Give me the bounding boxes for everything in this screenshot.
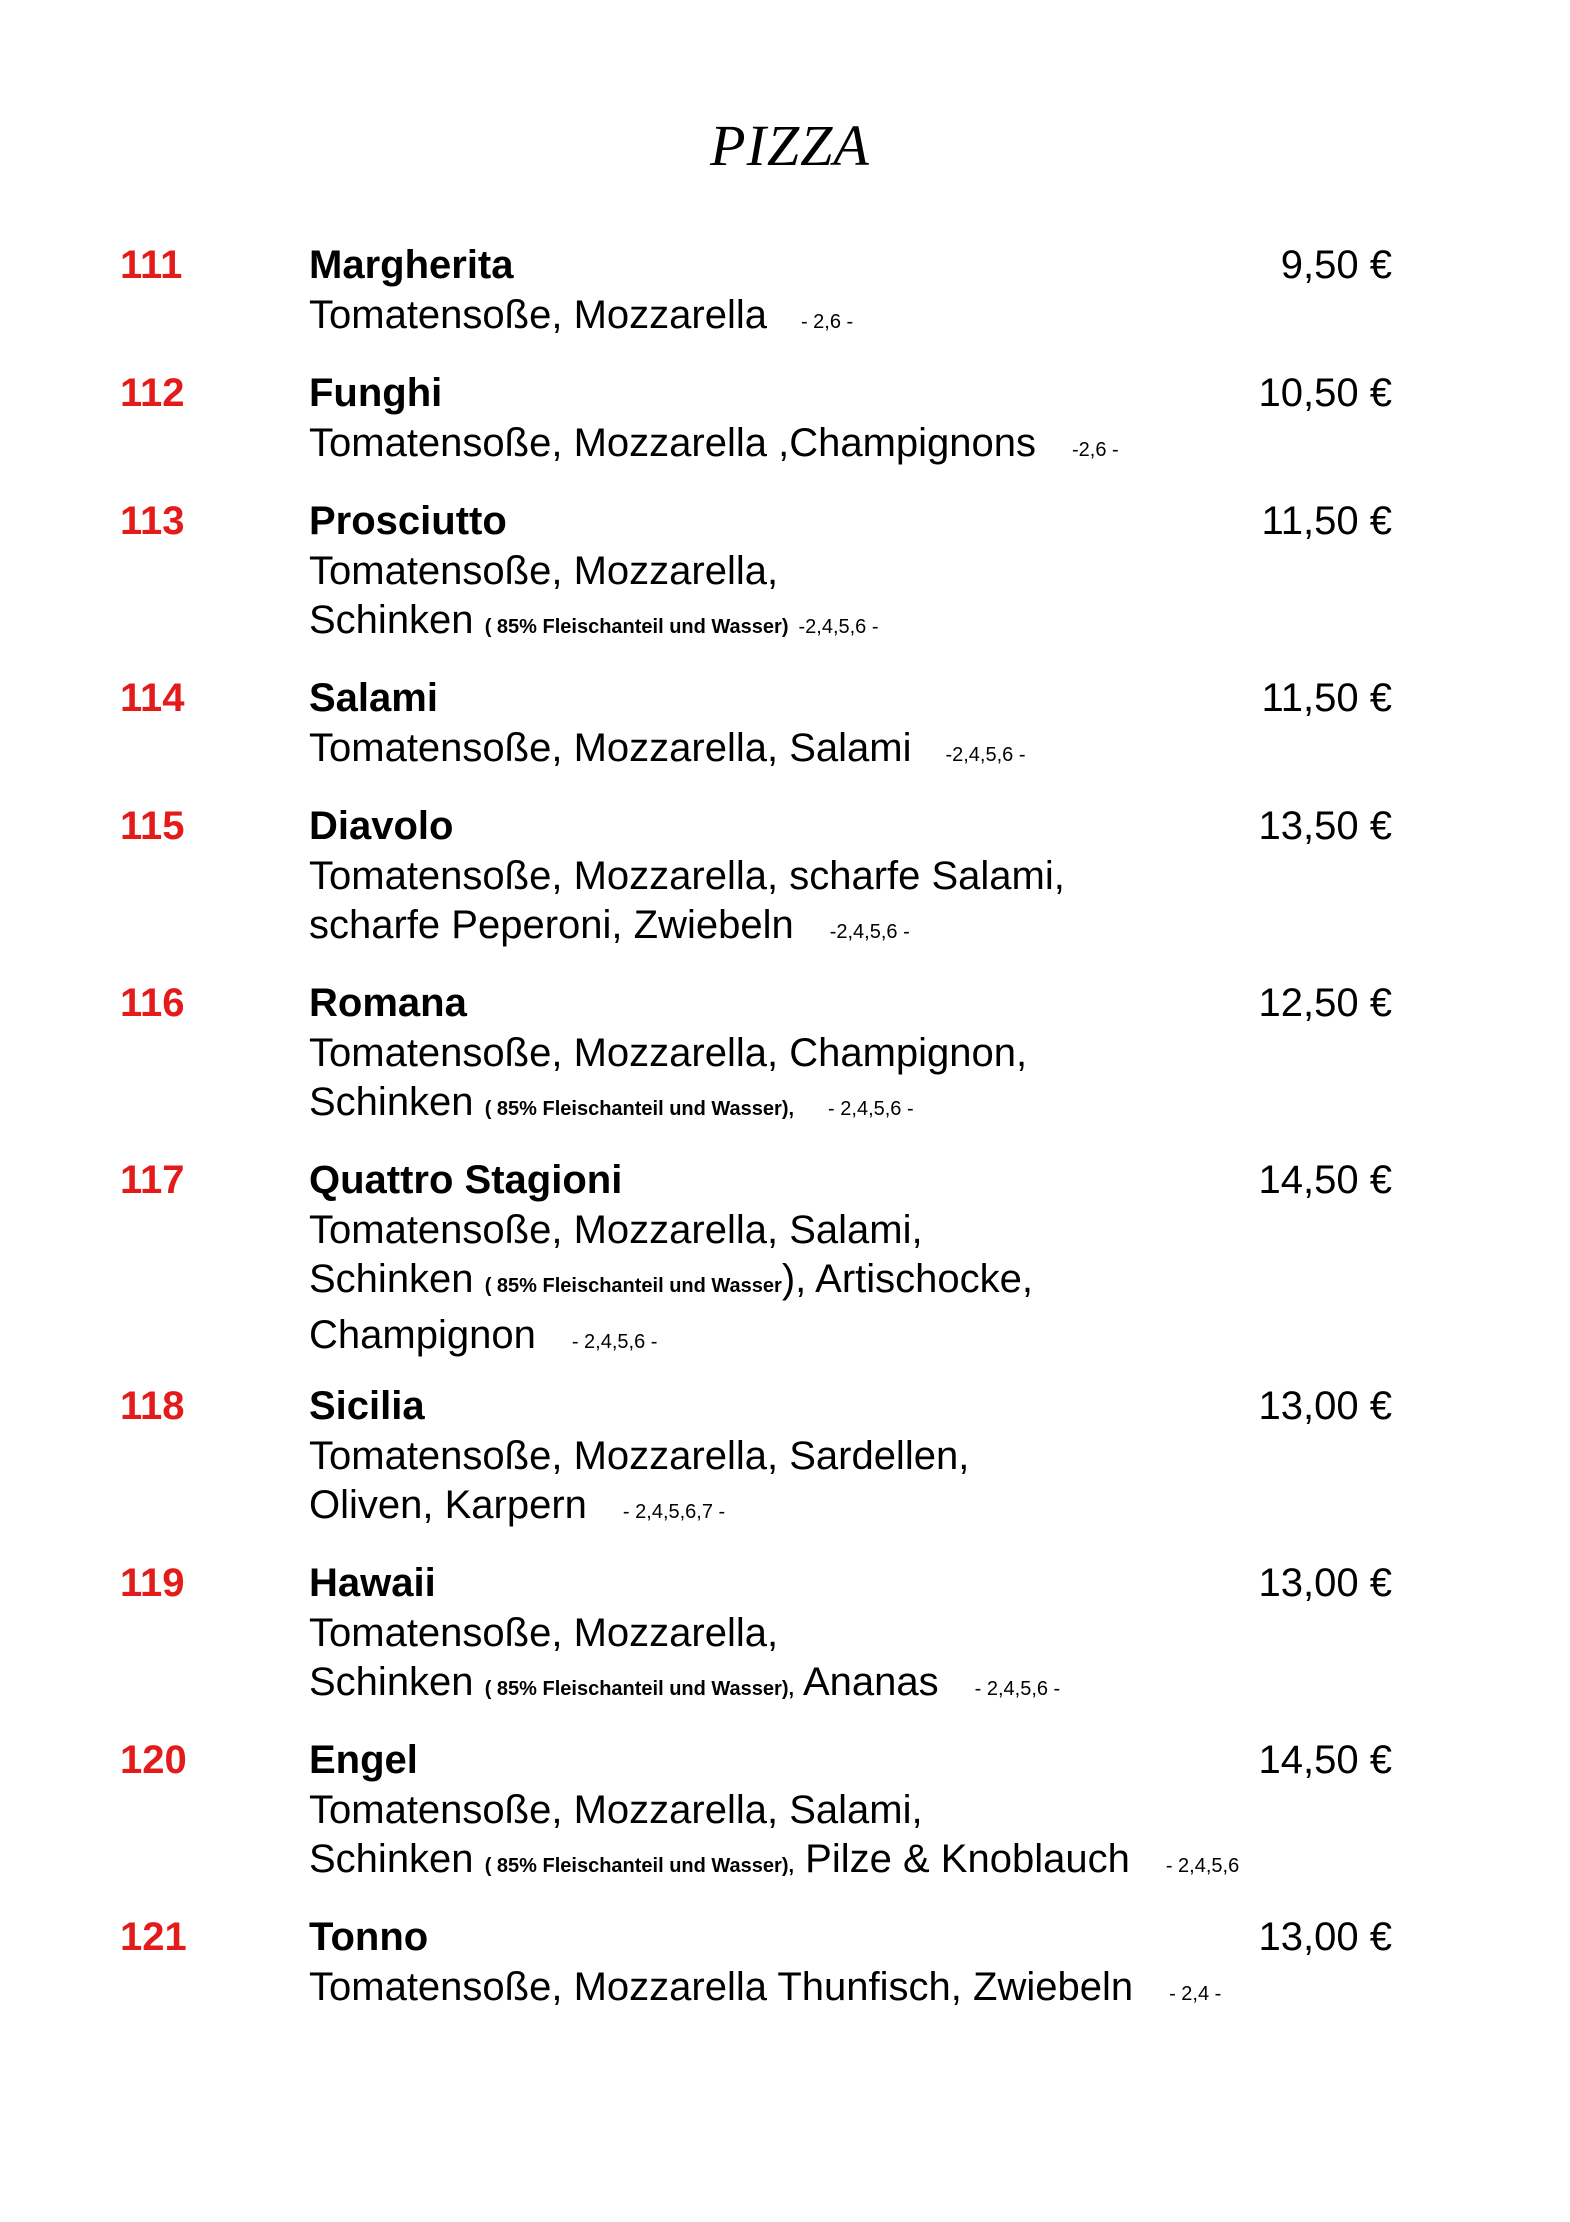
meat-content-note: ( 85% Fleischanteil und Wasser) [484, 616, 789, 638]
meat-content-note: ( 85% Fleischanteil und Wasser), [484, 1098, 795, 1120]
item-price: 11,50 € [1261, 676, 1392, 720]
additive-codes: - 2,4 - [1169, 1983, 1222, 2005]
additive-codes: - 2,4,5,6 [1165, 1855, 1240, 1877]
item-name: Funghi [309, 371, 443, 415]
additive-codes: -2,4,5,6 - [798, 616, 879, 638]
item-description: Tomatensoße, Mozzarella, Schinken ( 85% Fleischanteil und Wasser) -2,4,5,6 - [309, 549, 879, 642]
meat-content-note: ( 85% Fleischanteil und Wasser [484, 1275, 782, 1297]
item-name: Romana [309, 981, 467, 1025]
additive-codes: - 2,4,5,6 - [974, 1678, 1061, 1700]
item-name: Engel [309, 1738, 418, 1782]
additive-codes: -2,6 - [1072, 439, 1119, 461]
item-price: 10,50 € [1258, 371, 1392, 415]
item-description: Tomatensoße, Mozzarella, Salami, Schinken ( 85% Fleischanteil und Wasser), Pilze & Knoblauch - 2,4,5,6 [309, 1788, 1240, 1881]
item-description: Tomatensoße, Mozzarella Thunfisch, Zwiebeln - 2,4 - [309, 1965, 1222, 2009]
item-name: Prosciutto [309, 499, 507, 543]
item-price: 14,50 € [1258, 1158, 1392, 1202]
item-description: Tomatensoße, Mozzarella, Salami, Schinken ( 85% Fleischanteil und Wasser), Artischocke, Champignon - 2,4,5,6 - [309, 1208, 1034, 1357]
item-number: 116 [120, 981, 185, 1025]
item-description: Tomatensoße, Mozzarella, Schinken ( 85% Fleischanteil und Wasser), Ananas - 2,4,5,6 - [309, 1611, 1061, 1704]
additive-codes: -2,4,5,6 - [945, 744, 1026, 766]
meat-content-note: ( 85% Fleischanteil und Wasser), [484, 1855, 795, 1877]
item-price: 12,50 € [1258, 981, 1392, 1025]
item-price: 13,00 € [1258, 1384, 1392, 1428]
item-number: 114 [120, 676, 185, 720]
item-name: Diavolo [309, 804, 454, 848]
additive-codes: -2,4,5,6 - [829, 921, 910, 943]
additive-codes: - 2,4,5,6,7 - [622, 1501, 726, 1523]
item-price: 13,00 € [1258, 1561, 1392, 1605]
item-number: 121 [120, 1915, 187, 1959]
item-price: 9,50 € [1280, 243, 1392, 287]
item-number: 111 [120, 243, 183, 287]
additive-codes: - 2,6 - [800, 311, 854, 333]
item-name: Tonno [309, 1915, 429, 1959]
item-name: Hawaii [309, 1561, 436, 1605]
item-description: Tomatensoße, Mozzarella, Salami -2,4,5,6 - [309, 726, 1026, 770]
item-number: 118 [120, 1384, 185, 1428]
item-price: 14,50 € [1258, 1738, 1392, 1782]
item-price: 11,50 € [1261, 499, 1392, 543]
meat-content-note: ( 85% Fleischanteil und Wasser), [484, 1678, 795, 1700]
item-description: Tomatensoße, Mozzarella ,Champignons -2,6 - [309, 421, 1119, 465]
item-description: Tomatensoße, Mozzarella, Sardellen, Oliven, Karpern - 2,4,5,6,7 - [309, 1434, 970, 1527]
page-title: PIZZA [710, 113, 870, 178]
item-name: Salami [309, 676, 438, 720]
item-number: 120 [120, 1738, 187, 1782]
additive-codes: - 2,4,5,6 - [571, 1331, 658, 1353]
item-description: Tomatensoße, Mozzarella, Champignon, Schinken ( 85% Fleischanteil und Wasser), - 2,4,5,6 - [309, 1031, 1028, 1124]
item-name: Margherita [309, 243, 514, 287]
item-price: 13,50 € [1258, 804, 1392, 848]
item-description: Tomatensoße, Mozzarella - 2,6 - [309, 293, 854, 337]
item-number: 117 [120, 1158, 185, 1202]
item-number: 115 [120, 804, 185, 848]
item-number: 113 [120, 499, 185, 543]
item-description: Tomatensoße, Mozzarella, scharfe Salami, scharfe Peperoni, Zwiebeln -2,4,5,6 - [309, 854, 1065, 947]
item-number: 119 [120, 1561, 185, 1605]
item-price: 13,00 € [1258, 1915, 1392, 1959]
item-number: 112 [120, 371, 185, 415]
item-name: Quattro Stagioni [309, 1158, 623, 1202]
additive-codes: - 2,4,5,6 - [828, 1098, 914, 1120]
item-name: Sicilia [309, 1384, 425, 1428]
